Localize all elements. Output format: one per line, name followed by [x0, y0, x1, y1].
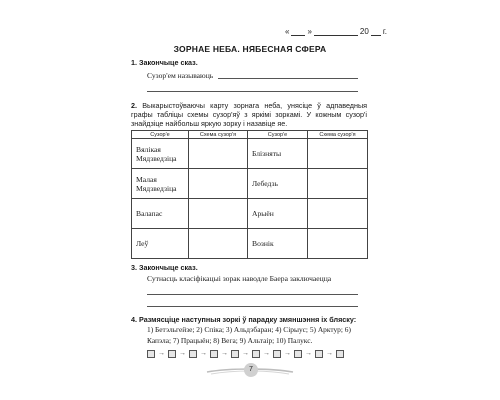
constellation-name: Блізняты [248, 139, 308, 169]
task2-number: 2. [131, 101, 137, 110]
task1-answer-line-2[interactable] [147, 91, 358, 92]
arrow-right-icon: → [242, 350, 249, 357]
order-box[interactable] [294, 350, 302, 358]
arrow-right-icon: → [221, 350, 228, 357]
task3-heading [131, 263, 366, 272]
task2-text: Выкарыстоўваючы карту зорнага неба, унясіце ў адпаведныя графы таблiцы схемы сузор'яў з яркімі зоркамі. У кожным сузор'і знайдзіце найбольш яркую зорку і назавіце яе. [131, 101, 368, 129]
table-row [132, 139, 368, 169]
task1-heading-text: Закончыце сказ. [139, 58, 198, 67]
order-box[interactable] [147, 350, 155, 358]
arrow-right-icon: → [158, 350, 165, 357]
task3-answer-line-2[interactable] [147, 306, 358, 307]
date-day-blank[interactable] [291, 27, 305, 36]
constellation-name: Леў [132, 229, 189, 259]
table-row [132, 229, 368, 259]
task3-heading-text: Закончыце сказ. [139, 263, 198, 272]
task1-heading [131, 58, 366, 67]
constellation-name: Вознік [248, 229, 308, 259]
order-box[interactable] [315, 350, 323, 358]
table-row [132, 169, 368, 199]
task4-number: 4. [131, 315, 137, 324]
column-header: Сузор'е [132, 131, 189, 139]
arrow-right-icon: → [305, 350, 312, 357]
scheme-cell[interactable] [308, 229, 368, 259]
column-header: Сузор'е [248, 131, 308, 139]
order-box[interactable] [252, 350, 260, 358]
arrow-right-icon: → [200, 350, 207, 357]
order-box[interactable] [231, 350, 239, 358]
page-title: ЗОРНАЕ НЕБА. НЯБЕСНАЯ СФЕРА [173, 44, 327, 54]
constellation-name: Валапас [132, 199, 189, 229]
scheme-cell[interactable] [189, 229, 248, 259]
order-box[interactable] [168, 350, 176, 358]
date-line [285, 27, 480, 36]
scheme-cell[interactable] [189, 169, 248, 199]
task3-answer-line-1[interactable] [147, 294, 358, 295]
scheme-cell[interactable] [308, 139, 368, 169]
task1-number: 1. [131, 58, 137, 67]
column-header: Схема сузор'я [189, 131, 248, 139]
order-box[interactable] [273, 350, 281, 358]
date-year-blank[interactable] [371, 27, 381, 36]
constellation-name: Лебедзь [248, 169, 308, 199]
arrow-right-icon: → [263, 350, 270, 357]
constellation-name: Вялікая Мядзведзіца [132, 139, 189, 169]
column-header: Схема сузор'я [308, 131, 368, 139]
order-box[interactable] [189, 350, 197, 358]
arrow-right-icon: → [326, 350, 333, 357]
scheme-cell[interactable] [189, 139, 248, 169]
constellation-name: Малая Мядзведзіца [132, 169, 189, 199]
page-number: 7 [244, 363, 258, 377]
task3-number: 3. [131, 263, 137, 272]
scheme-cell[interactable] [189, 199, 248, 229]
task1-answer-line-1[interactable] [218, 78, 358, 79]
page-footer [205, 363, 295, 377]
task1-sentence: Сузор'ем называюць [147, 71, 214, 80]
arrow-right-icon: → [284, 350, 291, 357]
date-year: 20 [359, 27, 369, 36]
task4-heading-text: Размясціце наступныя зоркі ў парадку змяншэння іх бляску: [139, 315, 357, 324]
table-row [132, 199, 368, 229]
task4-star-list: 1) Бетэльгейзе; 2) Спіка; 3) Альдэбаран; 4) Сірыус; 5) Арктур; 6) Капэла; 7) Працыён; 8) Вега; 9) Альтаір; 10) Палукс. [147, 325, 351, 345]
constellation-name: Арыён [248, 199, 308, 229]
arrow-right-icon: → [179, 350, 186, 357]
order-box[interactable] [336, 350, 344, 358]
date-year-suffix: г. [382, 27, 387, 36]
date-quote-close: » [307, 27, 312, 36]
date-quote-open: « [285, 27, 290, 36]
scheme-cell[interactable] [308, 199, 368, 229]
date-month-blank[interactable] [314, 27, 358, 36]
scheme-cell[interactable] [308, 169, 368, 199]
task4-heading [131, 315, 371, 324]
task2-instructions [131, 101, 367, 129]
constellation-table [131, 130, 368, 259]
ordering-chain [147, 350, 344, 358]
order-box[interactable] [210, 350, 218, 358]
task3-sentence: Сутнасць класіфікацыі зорак наводле Баера заключаецца [147, 274, 332, 283]
